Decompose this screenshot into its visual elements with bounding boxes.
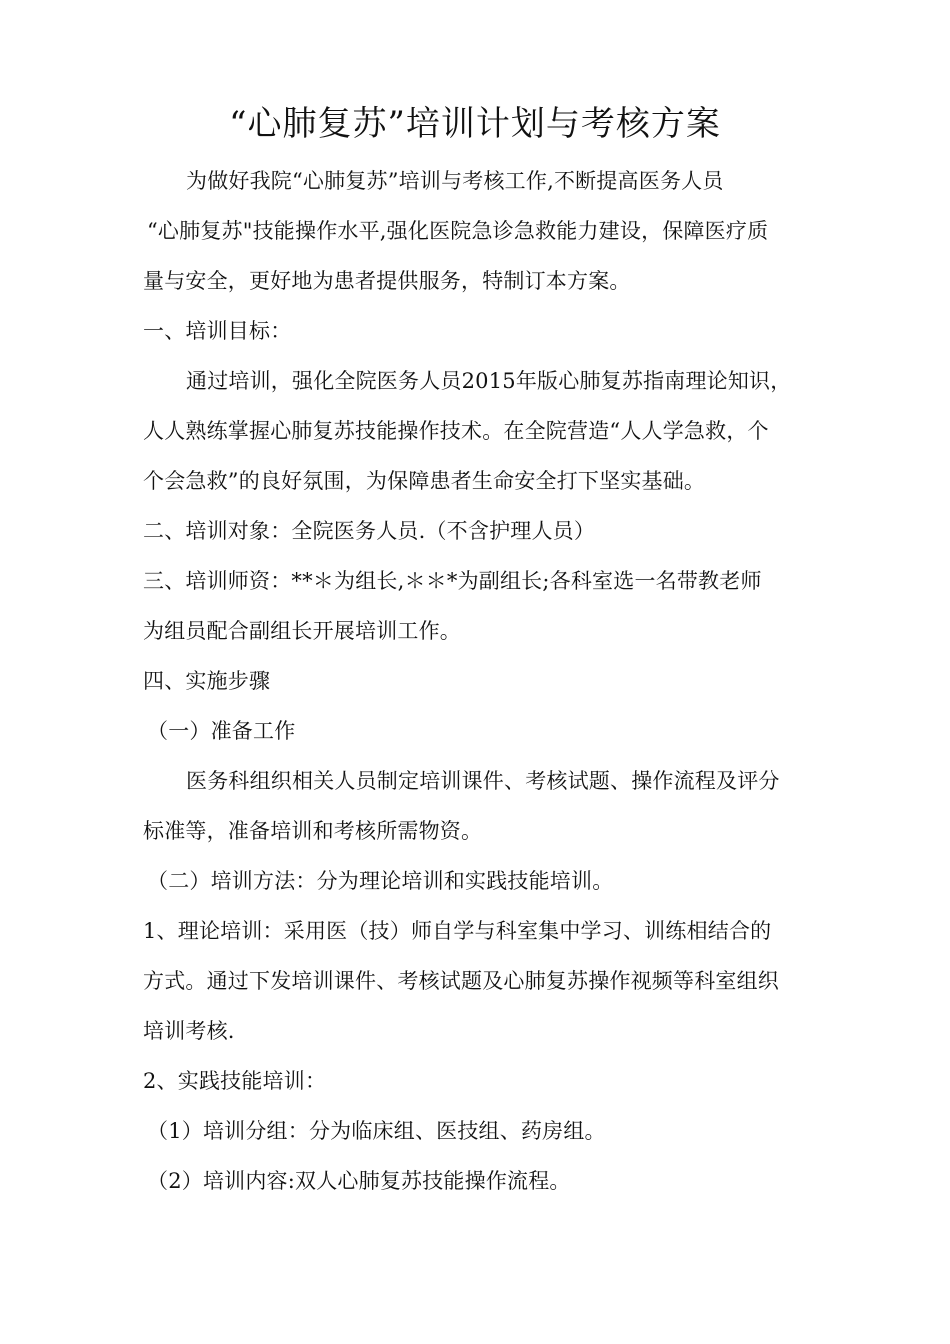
paragraph-goals-line-2: 人人熟练掌握心肺复苏技能操作技术。在全院营造“人人学急救，个 xyxy=(143,419,769,443)
section-heading-faculty: 三、培训师资：**＊为组长,＊＊*为副组长;各科室选一名带教老师 xyxy=(143,569,762,593)
document-title: “心肺复苏”培训计划与考核方案 xyxy=(229,104,721,144)
paragraph-theory-line-2: 方式。通过下发培训课件、考核试题及心肺复苏操作视频等科室组织 xyxy=(143,969,779,993)
paragraph-preparation-line-1: 医务科组织相关人员制定培训课件、考核试题、操作流程及评分 xyxy=(186,769,780,793)
section-heading-goals: 一、培训目标： xyxy=(143,319,292,343)
subsection-heading-methods: （二）培训方法：分为理论培训和实践技能培训。 xyxy=(147,869,614,893)
paragraph-intro-line-1: 为做好我院“心肺复苏”培训与考核工作,不断提高医务人员 xyxy=(186,169,724,193)
list-item-training-content: （2）培训内容:双人心肺复苏技能操作流程。 xyxy=(147,1169,571,1193)
paragraph-theory-line-1: 1、理论培训：采用医（技）师自学与科室集中学习、训练相结合的 xyxy=(143,919,772,943)
paragraph-theory-line-3: 培训考核. xyxy=(143,1019,235,1043)
subsection-heading-practice: 2、实践技能培训： xyxy=(143,1069,327,1093)
subsection-heading-preparation: （一）准备工作 xyxy=(147,719,296,743)
paragraph-intro-line-3: 量与安全，更好地为患者提供服务，特制订本方案。 xyxy=(143,269,631,293)
section-heading-audience: 二、培训对象：全院医务人员.（不含护理人员） xyxy=(143,519,596,543)
paragraph-faculty-line-2: 为组员配合副组长开展培训工作。 xyxy=(143,619,461,643)
paragraph-intro-line-2: “心肺复苏"技能操作水平,强化医院急诊急救能力建设，保障医疗质 xyxy=(147,219,769,243)
paragraph-preparation-line-2: 标准等，准备培训和考核所需物资。 xyxy=(143,819,483,843)
paragraph-goals-line-1: 通过培训，强化全院医务人员2015年版心肺复苏指南理论知识， xyxy=(186,369,792,393)
list-item-training-groups: （1）培训分组：分为临床组、医技组、药房组。 xyxy=(147,1119,606,1143)
section-heading-steps: 四、实施步骤 xyxy=(143,669,271,693)
paragraph-goals-line-3: 个会急救”的良好氛围，为保障患者生命安全打下坚实基础。 xyxy=(143,469,706,493)
